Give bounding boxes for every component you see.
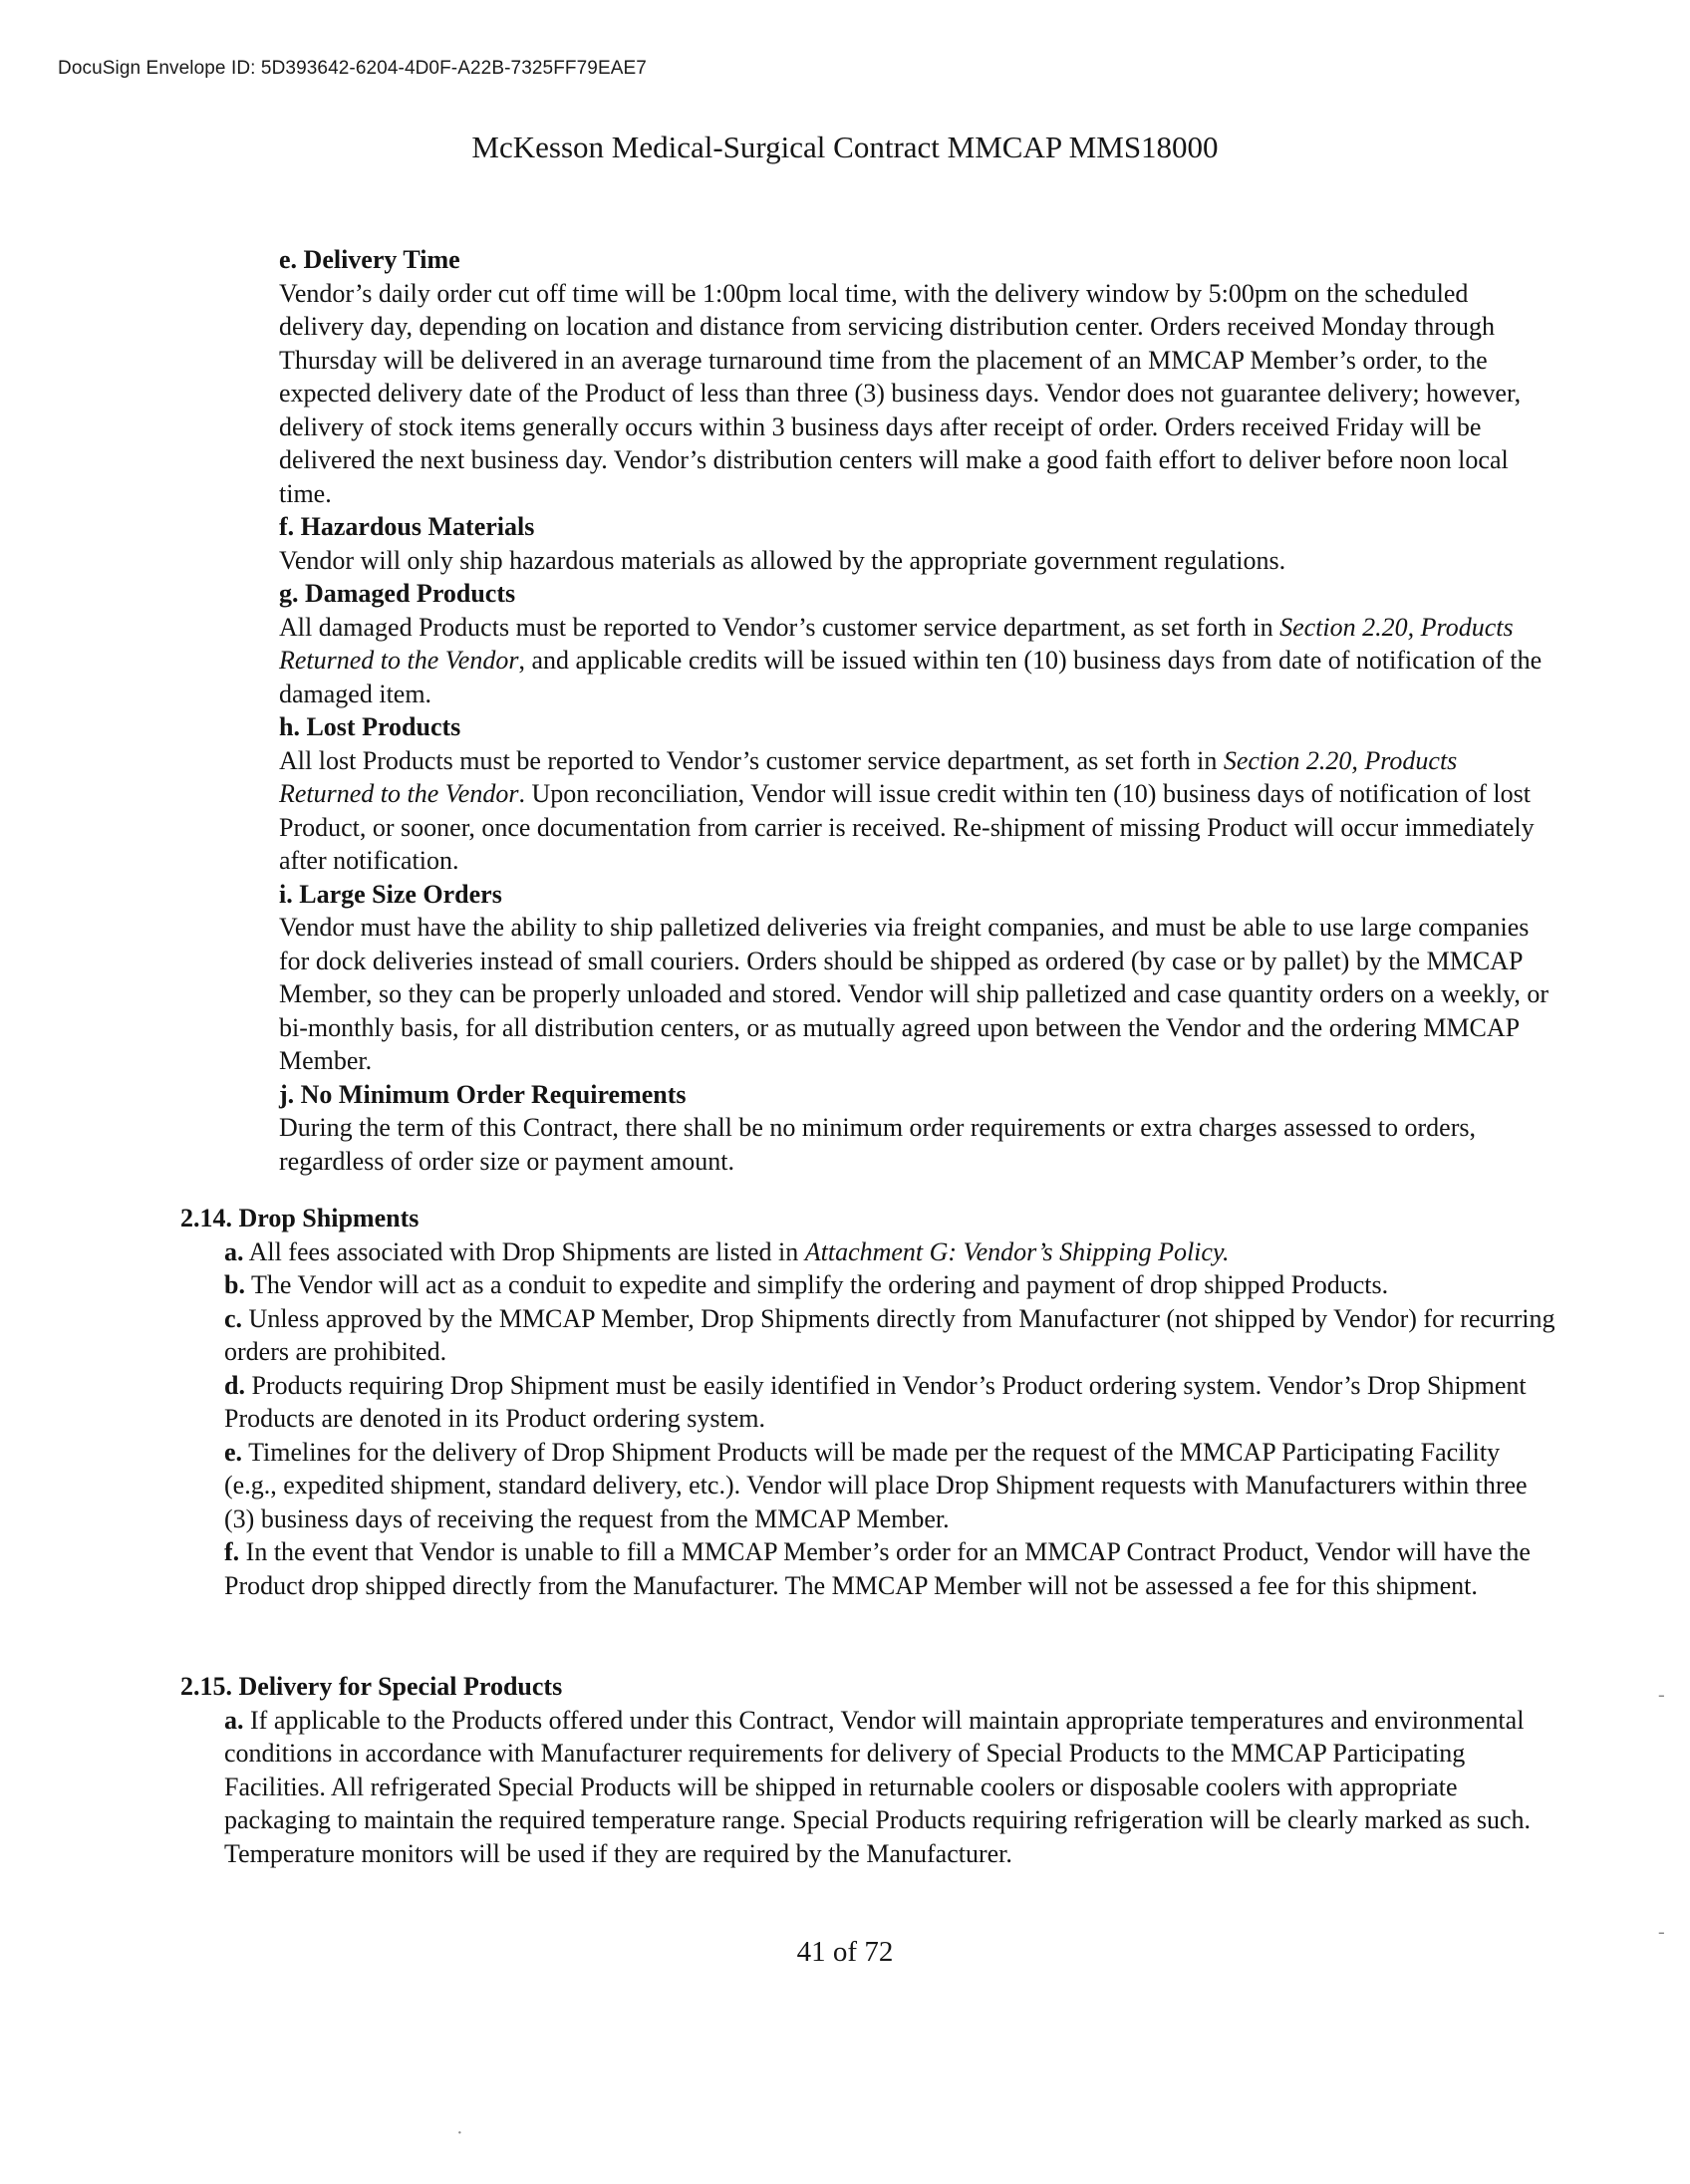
body-text: , and applicable credits will be issued within ten (10) business days from date of notification of the damaged item.	[279, 646, 1543, 708]
item-label: f.	[224, 1537, 240, 1566]
docusign-envelope-id: DocuSign Envelope ID: 5D393642-6204-4D0F-A22B-7325FF79EAE7	[58, 58, 647, 79]
item-text: All fees associated with Drop Shipments are listed in	[243, 1236, 805, 1266]
subsection-body	[279, 744, 1554, 878]
item-label: a.	[224, 1705, 244, 1735]
scan-mark: ·	[456, 2122, 463, 2144]
body-text: All lost Products must be reported to Vendor’s customer service department, as set forth in	[279, 745, 1224, 775]
item-text: Products requiring Drop Shipment must be easily identified in Vendor’s Product ordering system. Vendor’s Drop Shipment Products are denoted in its Product ordering system.	[224, 1370, 1527, 1433]
scan-mark: -	[1658, 1921, 1665, 1943]
subsection-heading: h. Lost Products	[279, 712, 461, 741]
section-drop-shipments	[180, 1202, 1555, 1602]
subsection-large-size-orders	[279, 878, 1554, 1078]
subsection-heading: e. Delivery Time	[279, 245, 460, 274]
item-text: In the event that Vendor is unable to fill a MMCAP Member’s order for an MMCAP Contract Product, Vendor will have the Product drop shipped directly from the Manufacturer. The MMCAP Member will not be assessed a fee for this shipment.	[224, 1537, 1531, 1600]
subsection-no-minimum-order	[279, 1078, 1554, 1179]
section-delivery-special-products	[180, 1670, 1555, 1870]
subsection-lost-products	[279, 710, 1554, 878]
item-label: a.	[224, 1236, 244, 1266]
subsection-body	[279, 611, 1554, 711]
attachment-reference: Attachment G: Vendor’s Shipping Policy.	[804, 1236, 1230, 1266]
subsection-heading: i. Large Size Orders	[279, 879, 502, 909]
subsection-delivery-time	[279, 243, 1554, 510]
subsection-heading: g. Damaged Products	[279, 579, 516, 608]
subsection-damaged-products	[279, 577, 1554, 710]
subsection-heading: j. No Minimum Order Requirements	[279, 1079, 687, 1109]
section-heading: 2.15. Delivery for Special Products	[180, 1672, 563, 1701]
subsection-body: Vendor’s daily order cut off time will be 1:00pm local time, with the delivery window by 5:00pm on the scheduled delivery day, depending on location and distance from servicing distribution center. Orders received Monday through Thursday will be delivered in an average turnaround time from the placement of an MMCAP Member’s order, to the expected delivery date of the Product of less than three (3) business days. Vendor does not guarantee delivery; however, delivery of stock items generally occurs within 3 business days after receipt of order. Orders received Friday will be delivered the next business day. Vendor’s distribution centers will make a good faith effort to deliver before noon local time.	[279, 278, 1522, 508]
subsection-body: Vendor must have the ability to ship palletized deliveries via freight companies, and must be able to use large companies for dock deliveries instead of small couriers. Orders should be shipped as ordered (by case or by pallet) by the MMCAP Member, so they can be properly unloaded and stored. Vendor will ship palletized and case quantity orders on a weekly, or bi-monthly basis, for all distribution centers, or as mutually agreed upon between the Vendor and the ordering MMCAP Member.	[279, 913, 1549, 1075]
section-heading: 2.14. Drop Shipments	[180, 1204, 420, 1232]
item-label: e.	[224, 1437, 243, 1467]
subsection-heading: f. Hazardous Materials	[279, 512, 535, 541]
list-item	[224, 1704, 1555, 1871]
list-item	[224, 1535, 1555, 1602]
subsections-block	[279, 243, 1554, 1178]
body-text: . Upon reconciliation, Vendor will issue credit within ten (10) business days of notification of lost Product, or sooner, once documentation from carrier is received. Re-shipment of missing Product will occur immediately after notification.	[279, 779, 1535, 875]
scan-mark: -	[1658, 1684, 1665, 1706]
item-label: c.	[224, 1303, 243, 1333]
item-text: The Vendor will act as a conduit to expedite and simplify the ordering and payment of drop shipped Products.	[244, 1270, 1389, 1299]
section-reference: Section 2.20, Products Returned to the Vendor	[279, 745, 1458, 808]
list-item	[224, 1268, 1555, 1302]
page-number: 41 of 72	[796, 1936, 894, 1968]
item-text: Unless approved by the MMCAP Member, Drop Shipments directly from Manufacturer (not shipped by Vendor) for recurring orders are prohibited.	[224, 1303, 1555, 1366]
item-text: Timelines for the delivery of Drop Shipment Products will be made per the request of the MMCAP Participating Facility (e.g., expedited shipment, standard delivery, etc.). Vendor will place Drop Shipment requests with Manufacturers within three (3) business days of receiving the request from the MMCAP Member.	[224, 1437, 1528, 1533]
subsection-body: During the term of this Contract, there shall be no minimum order requirements or extra charges assessed to orders, regardless of order size or payment amount.	[279, 1113, 1476, 1176]
list-item	[224, 1369, 1555, 1436]
body-text: All damaged Products must be reported to Vendor’s customer service department, as set forth in	[279, 612, 1280, 642]
section-items	[180, 1235, 1555, 1603]
subsection-body: Vendor will only ship hazardous materials as allowed by the appropriate government regulations.	[279, 545, 1286, 575]
section-reference: Section 2.20, Products Returned to the Vendor	[279, 612, 1514, 675]
item-text: If applicable to the Products offered under this Contract, Vendor will maintain appropriate temperatures and environmental conditions in accordance with Manufacturer requirements for delivery of Special Products to the MMCAP Participating Facilities. All refrigerated Special Products will be shipped in returnable coolers or disposable coolers with appropriate packaging to maintain the required temperature range. Special Products requiring refrigeration will be clearly marked as such. Temperature monitors will be used if they are required by the Manufacturer.	[224, 1705, 1532, 1868]
subsection-hazardous-materials	[279, 510, 1554, 577]
section-items	[180, 1704, 1555, 1871]
list-item	[224, 1436, 1555, 1536]
list-item	[224, 1235, 1555, 1269]
page-header-title: McKesson Medical-Surgical Contract MMCAP MMS18000	[471, 130, 1219, 164]
item-label: d.	[224, 1370, 245, 1400]
list-item	[224, 1302, 1555, 1369]
item-label: b.	[224, 1270, 245, 1299]
